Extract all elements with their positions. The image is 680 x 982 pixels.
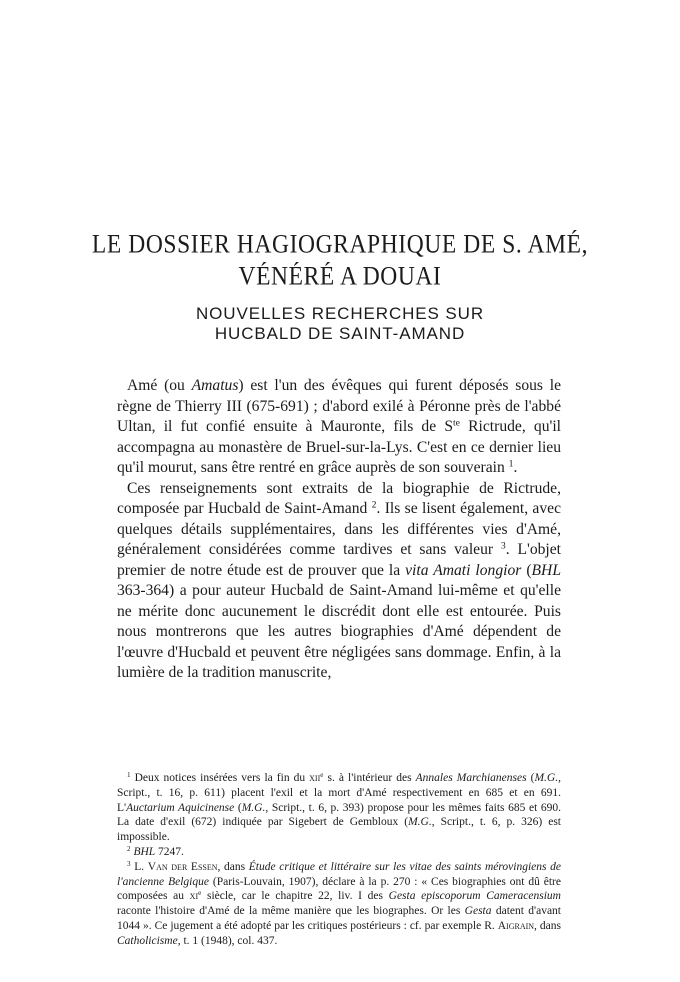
italic-term: BHL [531, 561, 561, 579]
body-text [117, 376, 561, 684]
text-run: ) est l'un des évêques qui furent déposés sous le règne de Thierry III (675-691) ; d'abord exilé à Péronne près de l'abbé Ultan, il fut confié ensuite à Mauronte, fils de S [117, 377, 561, 435]
small-caps: Aigrain [497, 919, 535, 932]
text-run: Ces renseignements sont extraits de la biographie de Rictrude, composée par Hucbald de Saint-Amand [117, 479, 561, 517]
italic-term: Auctarium Aquicinense [126, 801, 235, 814]
text-run: ( [526, 772, 535, 784]
text-run: siècle, car le chapitre 22, liv. I des [201, 890, 389, 903]
text-run: . [513, 459, 518, 476]
italic-term: M.G. [241, 801, 266, 814]
title-line-1: LE DOSSIER HAGIOGRAPHIQUE DE S. AMÉ, [91, 230, 589, 260]
text-run: , dans [217, 860, 249, 873]
footnotes [117, 771, 561, 949]
title-line-2: VÉNÉRÉ A DOUAI [238, 262, 442, 292]
paragraph-2 [117, 479, 561, 684]
superscript: e [198, 889, 202, 898]
text-run: L. [130, 860, 148, 873]
text-run: 363-364) a pour auteur Hucbald de Saint-Amand lui-même et qu'elle ne mérite donc aucunement le discrédit dont elle est entourée. Puis nous montrerons que les autres biographies d'Amé dépendent de l'œuvre d'Hucbald et peuvent être négligées sans dommage. Enfin, à la lumière de la tradition manuscrite, [117, 582, 561, 681]
footnote-number: 3 [127, 859, 131, 868]
italic-term: M.G. [408, 816, 432, 829]
text-run: . Ils se lisent également, avec quelques détails supplémentaires, dans les différentes vies d'Amé, généralement considérées comme tardives et sans valeur [117, 500, 561, 558]
text-run: , Script., t. 6, p. 326) est impossible. [117, 816, 561, 844]
footnote-number: 2 [127, 845, 131, 854]
text-run: raconte l'histoire d'Amé de la même manière que les biographes. Or les [117, 905, 465, 918]
footnote-number: 1 [127, 771, 131, 780]
text-run: Rictrude, qu'il accompagna au monastère de Bruel-sur-la-Lys. C'est en ce dernier lieu qu'il mourut, sans être rentré en grâce auprès de son souverain [117, 418, 561, 476]
text-run: 7247. [155, 845, 184, 858]
text-run: Amé (ou [127, 377, 192, 394]
footnote-1 [117, 771, 561, 845]
footnote-ref: 2 [371, 499, 377, 511]
paragraph-1 [117, 376, 561, 479]
text-run: , Script., t. 6, p. 393) propose pour les mêmes faits 685 et 690. La date d'exil (672) indiquée par Sigebert de Gembloux ( [117, 801, 561, 829]
footnote-ref: 3 [500, 540, 506, 552]
italic-term: Étude critique et littéraire sur les vitae des saints mérovingiens de l'ancienne Belgique [117, 860, 561, 888]
small-caps: xi [189, 890, 199, 903]
text-run: Deux notices insérées vers la fin du [130, 772, 310, 784]
subtitle-line-1: NOUVELLES RECHERCHES SUR [196, 304, 484, 323]
text-run: , t. 1 (1948), col. 437. [177, 934, 278, 947]
text-run: ( [234, 801, 242, 814]
italic-term: vita Amati longior [405, 561, 522, 579]
text-run: (Paris-Louvain, 1907), déclare à la p. 270 : « Ces biographies ont dû être composées au [117, 875, 561, 903]
text-run: s. à l'intérieur des [323, 772, 416, 784]
italic-term: Amatus [191, 377, 239, 394]
italic-term: Catholicisme [117, 934, 178, 947]
superscript: e [320, 771, 324, 780]
italic-term: Annales Marchianenses [415, 772, 527, 784]
article-title-block [0, 228, 680, 344]
small-caps: Van der Essen [147, 860, 218, 873]
text-run: , Script., t. 16, p. 611) placent l'exil et la mort d'Amé respectivement en 685 et en 691. L' [117, 772, 561, 814]
text-run: ( [521, 561, 532, 579]
text-run: . L'objet premier de notre étude est de prouver que la [117, 541, 562, 579]
italic-term: Gesta [464, 905, 492, 918]
superscript: te [453, 417, 460, 429]
text-run: datent d'avant 1044 ». Ce jugement a été adopté par les critiques postérieurs : cf. par exemple R. [117, 905, 562, 932]
italic-term: BHL [133, 845, 156, 858]
footnote-2 [117, 845, 561, 860]
footnote-3 [117, 860, 561, 949]
italic-term: Gesta episcoporum Cameracensium [388, 890, 561, 903]
subtitle-line-2: HUCBALD DE SAINT-AMAND [214, 324, 466, 343]
footnote-ref: 1 [508, 458, 514, 470]
text-run: , dans [534, 919, 561, 932]
italic-term: M.G. [534, 772, 559, 784]
small-caps: xii [309, 772, 321, 784]
